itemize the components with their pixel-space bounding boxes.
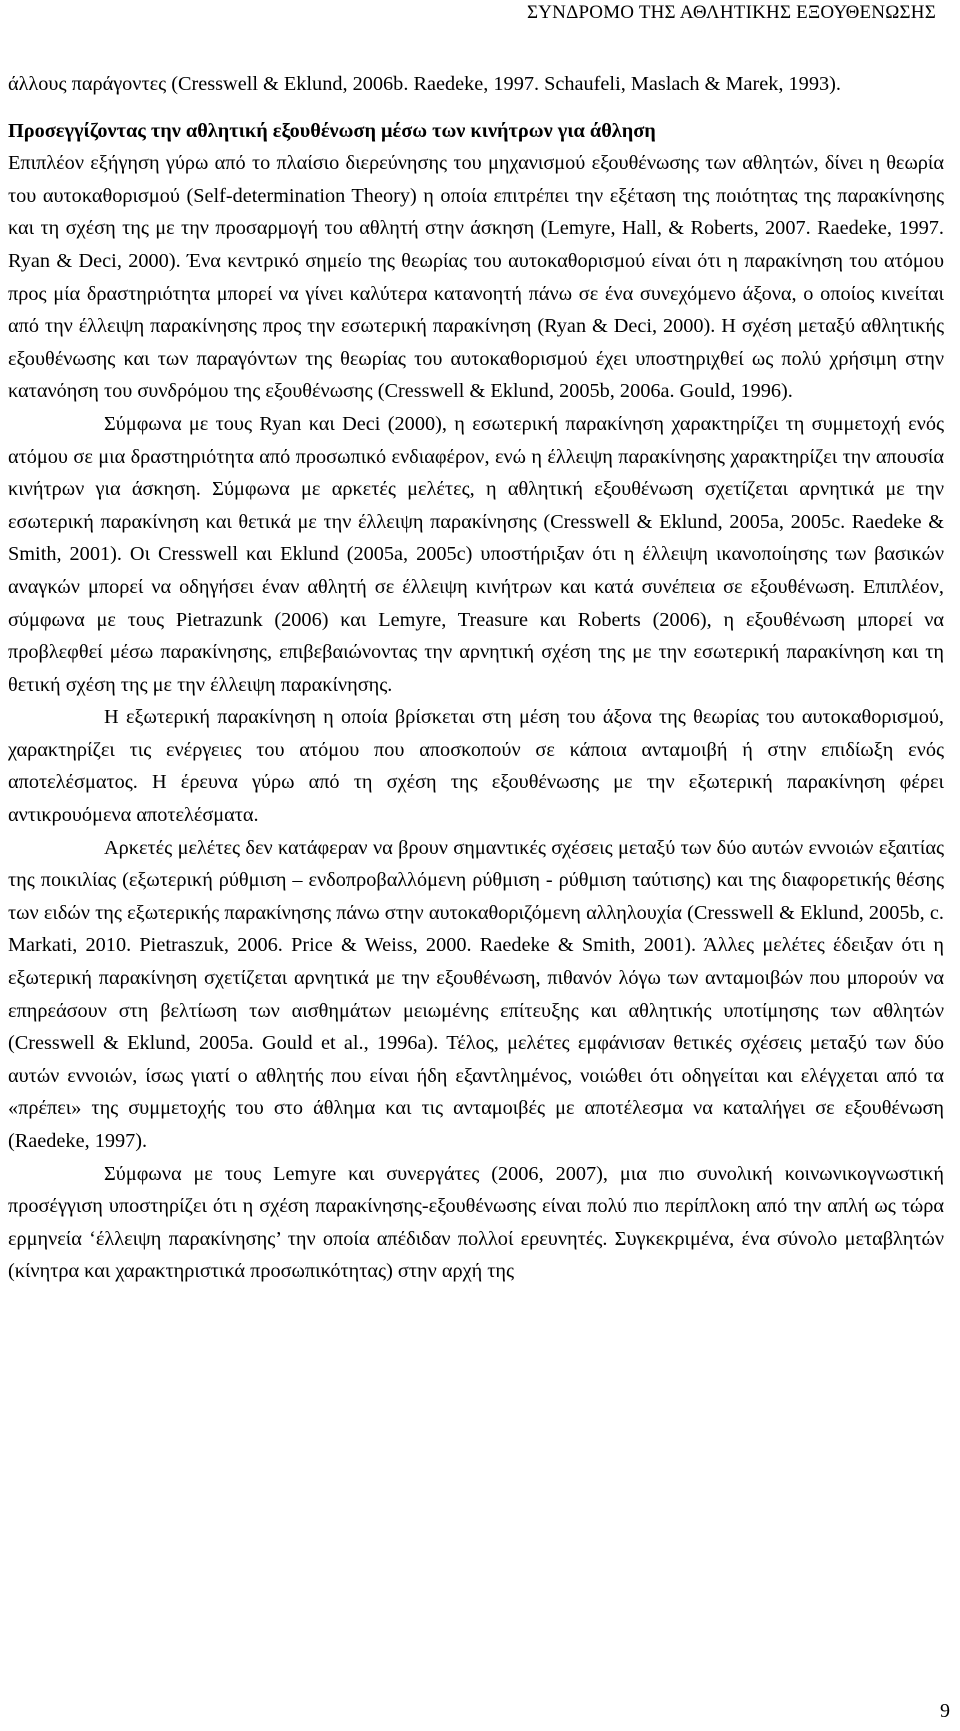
page-number: 9 bbox=[940, 1700, 950, 1722]
paragraph-4: Αρκετές μελέτες δεν κατάφεραν να βρουν σημαντικές σχέσεις μεταξύ των δύο αυτών εννοιών εξαιτίας της ποικιλίας (εξωτερική ρύθμιση – ενδοπροβαλλόμενη ρύθμιση - ρύθμιση ταύτισης) και της διαφορετικής θέσης των ειδών της εξωτερικής παρακίνησης πάνω στην αυτοκαθοριζόμενη αλληλουχία (Cresswell & Eklund, 2005b, c. Markati, 2010. Pietraszuk, 2006. Price & Weiss, 2000. Raedeke & Smith, 2001). Άλλες μελέτες έδειξαν ότι η εξωτερική παρακίνηση σχετίζεται αρνητικά με την εξουθένωση, πιθανόν λόγω των ανταμοιβών που μπορούν να επηρεάσουν στη βελτίωση των αισθημάτων μειωμένης επίτευξης και αθλητικής υποτίμησης των αθλητών (Cresswell & Eklund, 2005a. Gould et al., 1996a). Τέλος, μελέτες εμφάνισαν θετικές σχέσεις μεταξύ των δύο αυτών εννοιών, ίσως γιατί ο αθλητής που είναι ήδη εξαντλημένος, νοιώθει ότι οδηγείται και ελέγχεται από τα «πρέπει» της συμμετοχής του στο άθλημα και τις ανταμοιβές με αποτέλεσμα να καταλήγει σε εξουθένωση (Raedeke, 1997). bbox=[8, 836, 944, 1152]
paragraph-5: Σύμφωνα με τους Lemyre και συνεργάτες (2006, 2007), μια πιο συνολική κοινωνικογνωστική προσέγγιση υποστηρίζει ότι η σχέση παρακίνησης-εξουθένωσης είναι πολύ πιο περίπλοκη από την απλή ως τώρα ερμηνεία ‘έλλειψη παρακίνησης’ την οποία απέδιδαν πολλοί ερευνητές. Συγκεκριμένα, ένα σύνολο μεταβλητών (κίνητρα και χαρακτηριστικά προσωπικότητας) στην αρχή της bbox=[8, 1162, 944, 1283]
running-header: ΣΥΝΔΡΟΜΟ ΤΗΣ ΑΘΛΗΤΙΚΗΣ ΕΞΟΥΘΕΝΩΣΗΣ bbox=[527, 2, 936, 23]
paragraph-continuation: άλλους παράγοντες (Cresswell & Eklund, 2006b. Raedeke, 1997. Schaufeli, Maslach & Marek, 1993). bbox=[8, 73, 841, 95]
paragraph-2: Σύμφωνα με τους Ryan και Deci (2000), η εσωτερική παρακίνηση χαρακτηρίζει τη συμμετοχή ενός ατόμου σε μια δραστηριότητα από προσωπικό ενδιαφέρον, ενώ η έλλειψη παρακίνησης χαρακτηρίζει την απουσία κινήτρων για άσκηση. Σύμφωνα με αρκετές μελέτες, η αθλητική εξουθένωση σχετίζεται αρνητικά με την εσωτερική παρακίνηση και θετικά με την έλλειψη παρακίνησης (Cresswell & Eklund, 2005a, 2005c. Raedeke & Smith, 2001). Οι Cresswell και Eklund (2005a, 2005c) υποστήριξαν ότι η έλλειψη ικανοποίησης των βασικών αναγκών μπορεί να οδηγήσει έναν αθλητή σε έλλειψη κινήτρων και κατά συνέπεια σε εξουθένωση. Επιπλέον, σύμφωνα με τους Pietrazunk (2006) και Lemyre, Treasure και Roberts (2006), η εξουθένωση μπορεί να προβλεφθεί μέσω παρακίνησης, επιβεβαιώνοντας την αρνητική σχέση της με την εσωτερική παρακίνηση και τη θετική σχέση της με την έλλειψη παρακίνησης. bbox=[8, 412, 944, 696]
paragraph-3: Η εξωτερική παρακίνηση η οποία βρίσκεται στη μέση του άξονα της θεωρίας του αυτοκαθορισμού, χαρακτηρίζει τις ενέργειες του ατόμου που αποσκοπούν σε κάποια ανταμοιβή ή στην επιδίωξη ενός αποτελέσματος. Η έρευνα γύρω από τη σχέση της εξουθένωσης με την εξωτερική παρακίνηση φέρει αντικρουόμενα αποτελέσματα. bbox=[8, 706, 944, 827]
section-heading: Προσεγγίζοντας την αθλητική εξουθένωση μέσω των κινήτρων για άθληση bbox=[8, 119, 656, 142]
paragraph-1: Επιπλέον εξήγηση γύρω από το πλαίσιο διερεύνησης του μηχανισμού εξουθένωσης των αθλητών, δίνει η θεωρία του αυτοκαθορισμού (Self-determination Theory) η οποία επιτρέπει την εξέταση της ποιότητας της παρακίνησης και τη σχέση της με την προσαρμογή του αθλητή στην άσκηση (Lemyre, Hall, & Roberts, 2007. Raedeke, 1997. Ryan & Deci, 2000). Ένα κεντρικό σημείο της θεωρίας του αυτοκαθορισμού είναι ότι η παρακίνηση του ατόμου προς μία δραστηριότητα μπορεί να γίνει καλύτερα κατανοητή πάνω σε ένα συνεχόμενο άξονα, ο οποίος κινείται από την έλλειψη παρακίνησης προς την εσωτερική παρακίνηση (Ryan & Deci, 2000). Η σχέση μεταξύ αθλητικής εξουθένωσης και των παραγόντων της θεωρίας του αυτοκαθορισμού έχει υποστηριχθεί ως πολύ χρήσιμη στην κατανόηση του συνδρόμου της εξουθένωσης (Cresswell & Eklund, 2005b, 2006a. Gould, 1996). bbox=[8, 152, 944, 403]
document-body bbox=[8, 68, 944, 1288]
